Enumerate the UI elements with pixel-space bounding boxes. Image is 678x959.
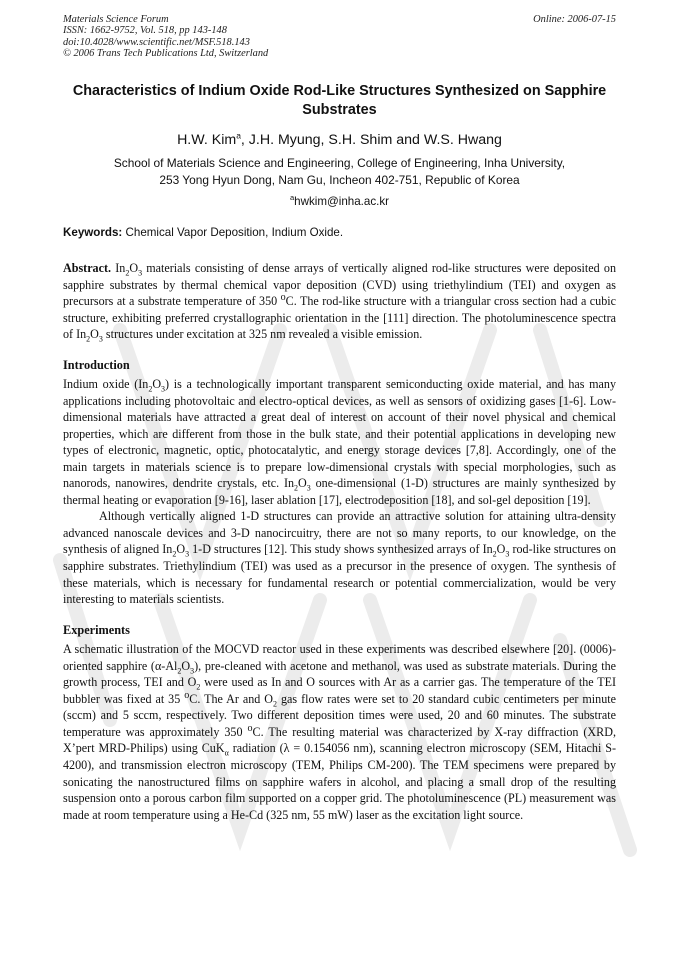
abstract-text: In: [111, 261, 126, 275]
affiliation-line-2: 253 Yong Hyun Dong, Nam Gu, Incheon 402-751, Republic of Korea: [159, 172, 520, 187]
author-mark: a: [236, 130, 241, 141]
keywords-text: Chemical Vapor Deposition, Indium Oxide.: [122, 226, 344, 239]
introduction-paragraph-2: [63, 508, 616, 607]
subscript: 3: [185, 549, 190, 559]
doi-line: doi:10.4028/www.scientific.net/MSF.518.143: [63, 36, 250, 48]
abstract-text: structures under excitation at 325 nm revealed a visible emission.: [102, 327, 423, 341]
body-text: were used as In and O sources with Ar as a carrier gas. The temperature of the TEI bubbler was fixed at 35: [63, 675, 616, 706]
subscript: 2: [273, 699, 278, 709]
author-first: H.W. Kim: [177, 132, 237, 148]
author-list: [63, 131, 616, 149]
subscript: 3: [190, 666, 195, 676]
keywords: [63, 225, 616, 240]
abstract-text: O: [129, 261, 139, 275]
affiliation: [63, 155, 616, 188]
body-text: Indium oxide (In: [63, 377, 149, 391]
author-email: [63, 194, 616, 209]
body-text: O: [152, 377, 162, 391]
keywords-label: Keywords:: [63, 226, 123, 239]
subscript: 3: [505, 549, 510, 559]
body-text: C. The resulting material was characterized by X-ray diffraction (XRD, X’pert MRD-Philips) using CuK: [63, 724, 616, 756]
journal-name: Materials Science Forum: [63, 14, 169, 25]
degree-mark: o: [184, 689, 190, 701]
abstract-text: materials consisting of dense arrays of vertically aligned rod-like structures were deposited on sapphire substrates by thermal chemical vapor deposition (CVD) using triethylindium (TEI) and oxygen as precursors at a substrate temperature of 350: [63, 261, 616, 308]
section-heading-introduction: Introduction: [63, 357, 130, 372]
subscript: 2: [177, 666, 182, 676]
subscript: 3: [138, 268, 143, 278]
degree-mark: o: [280, 291, 286, 303]
abstract: [63, 260, 616, 343]
subscript: 3: [98, 334, 103, 344]
body-text: 1-D structures [12]. This study shows synthesized arrays of In: [189, 542, 493, 557]
subscript: 2: [125, 268, 130, 278]
body-text: one-dimensional (1-D) structures are mainly synthesized by thermal heating or evaporation [9-16], laser ablation [17], electrodeposition [18], and sol-gel deposition [19].: [63, 476, 616, 507]
body-text: gas flow rates were set to 20 standard cubic centimeters per minute (sccm) and 5 sccm, respectively. Two different deposition times were used, 20 and 60 minutes. The substrate temperature was approximately 350: [63, 691, 616, 739]
author-rest: , J.H. Myung, S.H. Shim and W.S. Hwang: [240, 132, 502, 148]
body-text: O: [176, 542, 186, 557]
body-text: radiation (λ = 0.154056 nm), scanning electron microscopy (SEM, Hitachi S-4200), and transmission electron microscopy (TEM, Philips CM-200). The TEM specimens were prepared by sonicating the nanostructured films on sapphire wafers in alcohol, and placing a small drop of the resulting suspension onto a porous carbon film supported on a copper grid. The photoluminescence (PL) measurement was made at room temperature using a He-Cd (325 nm, 55 mW) laser as the excitation light source.: [63, 741, 616, 822]
body-text: Although vertically aligned 1-D structures can provide an attractive solution for attaining ultra-density advanced nanoscale devices and 3-D nanocircuitry, there are not so many reports, to our knowledge, on the synthesis of aligned In: [63, 509, 616, 557]
copyright-line: © 2006 Trans Tech Publications Ltd, Switzerland: [63, 48, 269, 60]
paper-title: Characteristics of Indium Oxide Rod-Like Structures Synthesized on Sapphire Substrates: [72, 83, 607, 118]
paper-page: [63, 14, 616, 823]
body-text: O: [181, 658, 191, 673]
body-text: A schematic illustration of the MOCVD reactor used in these experiments was described elsewhere [20]. (0006)-oriented sapphire (α-Al: [63, 642, 616, 673]
online-date: Online: 2006-07-15: [533, 14, 616, 25]
body-text: ) is a technologically important transparent semiconducting oxide material, and has many applications including photovoltaic and electro-optical devices, as well as sensors of oxidizing gases [1-6]. Low-dimensional materials have attracted a great deal of interest on account of their novel physical and chemical properties, which are different from those in the bulk state, and their potential applications in developing new types of electronic, magnetic, optic, photocatalytic, and energy storage devices [7,8]. Accordingly, one of the main targets in materials science is to prepare low-dimensional crystals with special morphologies, such as nanorods, nanowires, dendrite crystals, etc. In: [63, 377, 617, 491]
subscript: 3: [306, 483, 311, 493]
body-text: O: [496, 542, 506, 557]
subscript: 2: [148, 384, 153, 394]
body-text: ), pre-cleaned with acetone and methanol, was used as substrate materials. During the growth process, TEI and O: [63, 658, 616, 690]
degree-mark: o: [247, 722, 253, 734]
abstract-text: O: [90, 327, 99, 341]
subscript: 2: [172, 549, 177, 559]
section-heading-experiments: Experiments: [63, 622, 130, 637]
abstract-label: Abstract.: [63, 261, 112, 275]
email-address: hwkim@inha.ac.kr: [294, 195, 390, 208]
subscript: 2: [86, 334, 91, 344]
subscript: 3: [161, 384, 166, 394]
affiliation-line-1: School of Materials Science and Engineering, College of Engineering, Inha University,: [113, 156, 566, 170]
body-text: rod-like structures on sapphire substrates. Triethylindium (TEI) was used as a precursor in the presence of oxygen. The synthesis of these materials, which is necessary for fundamental research or potential commercialization, would be very interesting to materials scientists.: [63, 542, 617, 607]
introduction-paragraph-1: [63, 376, 616, 508]
email-mark: a: [289, 193, 295, 203]
experiments-paragraph-1: [63, 641, 616, 823]
body-text: O: [298, 476, 307, 491]
subscript-alpha: α: [224, 748, 229, 758]
subscript: 2: [196, 682, 201, 692]
subscript: 2: [294, 483, 299, 493]
issn-line: ISSN: 1662-9752, Vol. 518, pp 143-148: [63, 25, 227, 37]
subscript: 2: [492, 549, 497, 559]
abstract-text: C. The rod-like structure with a triangular cross section had a cubic structure, exhibiting preferred crystallographic orientation in the [111] direction. The photoluminescence spectra of In: [63, 294, 616, 341]
journal-header: [63, 14, 616, 66]
body-text: C. The Ar and O: [189, 691, 274, 706]
